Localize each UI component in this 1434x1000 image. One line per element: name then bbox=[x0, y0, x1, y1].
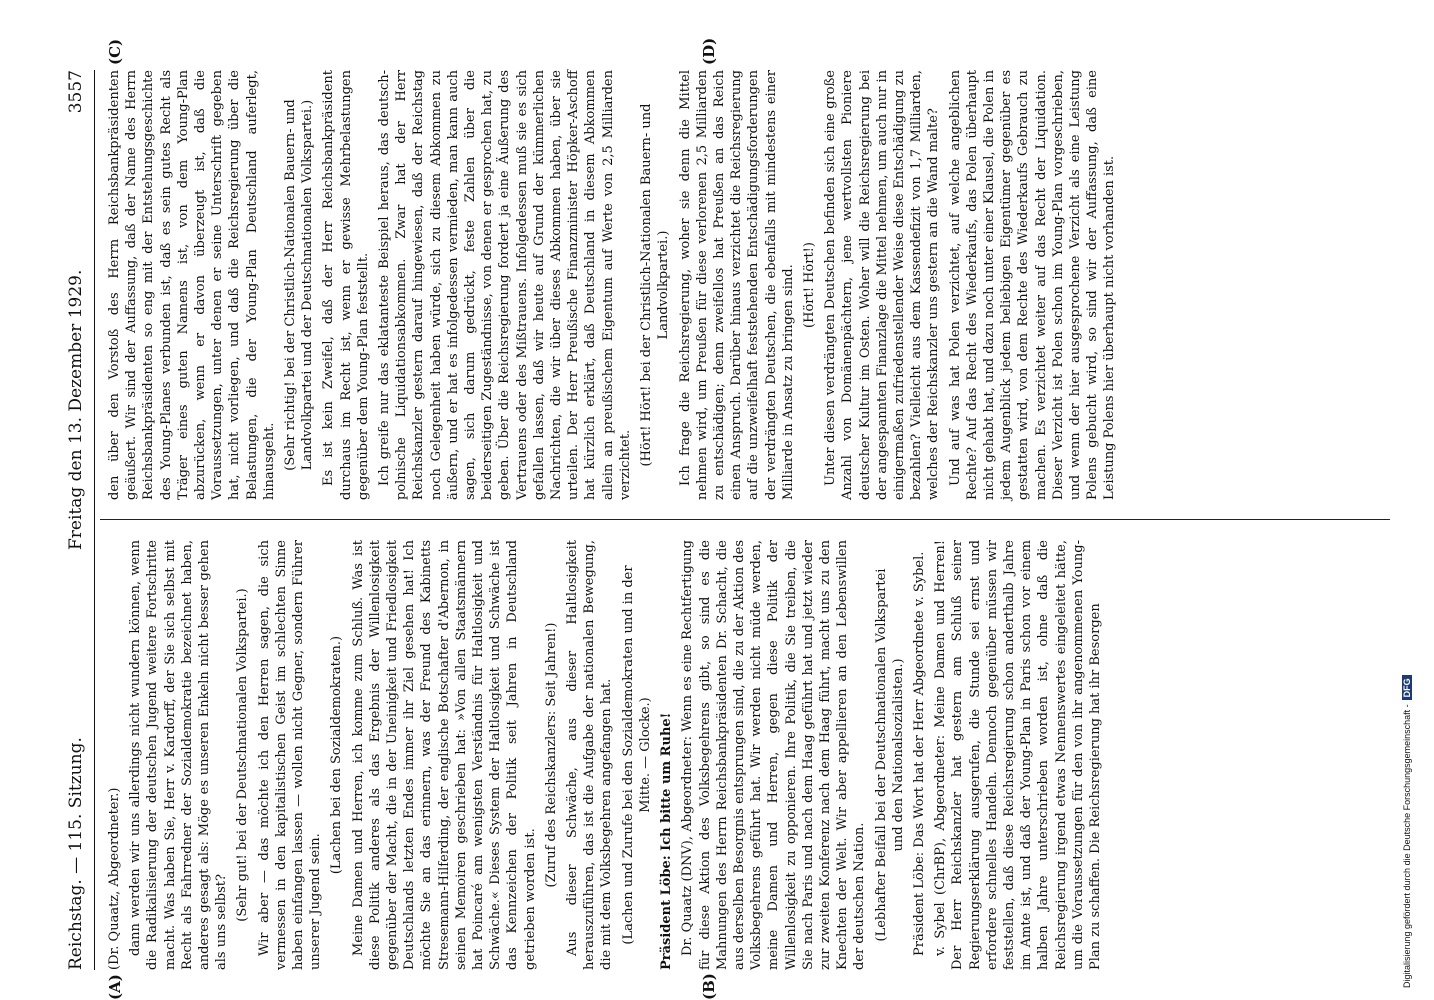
paragraph: dann werden wir uns allerdings nicht wundern können, wenn die Radikalisierung der deutschen Jugend weitere Fortschritte macht. Was haben Sie, Herr v. Kardorff, der Sie sich selbst mit Recht als Fahrredner der Sozialdemokratie bezeichnet haben, anderes gesagt als: Möge es unseren Enkeln nicht besser gehen als uns selbst? bbox=[128, 540, 230, 970]
paragraph: Und auf was hat Polen verzichtet, auf welche angeblichen Rechte? Auf das Recht des Wiederkaufs, das Polen überhaupt nicht gehabt hat, und dazu noch unter einer Klausel, die Polen in jedem Augenblick jedem beliebigen Eigentümer gegenüber es gestatten wird, von dem Rechte des Wiederkaufs Gebrauch zu machen. Es verzichtet weiter auf das Recht der Liquidation. Dieser Verzicht ist Polen schon im Young-Plan vorgeschrieben, und wenn der hier ausgesprochene Verzicht als eine Leistung Polens gebucht wird, so sind wir der Auffassung, daß eine Leistung Polens hier überhaupt nicht vorhanden ist. bbox=[947, 70, 1118, 500]
paragraph: Ich frage die Reichsregierung, woher sie denn die Mittel nehmen wird, um Preußen für diese verlorenen 2,5 Milliarden zu entschädigen; denn zweifellos hat Preußen an das Reich einen Anspruch. Darüber hinaus verzichtet die Reichsregierung auf die unzweifelhaft feststehenden Entschädigungsforderungen der verdrängten Deutschen, die ebenfalls mit mindestens einer Milliarde in Ansatz zu bringen sind. bbox=[677, 70, 796, 500]
interjection: (Hört! Hört!) bbox=[801, 242, 817, 328]
paragraph: Aus dieser Schwäche, aus dieser Haltlosigkeit herauszuführen, das ist die Aufgabe der nationalen Bewegung, die mit dem Volksbegehren angefangen hat. bbox=[565, 540, 615, 970]
digitization-credit bbox=[1402, 8, 1426, 998]
margin-marker-d: (D) bbox=[700, 37, 718, 65]
president-remark: Präsident Löbe: Das Wort hat der Herr Abgeordnete v. Sybel. bbox=[911, 551, 927, 956]
interjection: (Sehr gut! bei der Deutschnationalen Volkspartei.) bbox=[235, 588, 251, 922]
header-date: Freitag den 13. Dezember 1929. bbox=[66, 269, 86, 550]
column-divider bbox=[100, 519, 1390, 520]
margin-marker-a: (A) bbox=[106, 974, 124, 1000]
margin-marker-c: (C) bbox=[106, 38, 124, 65]
paragraph: Dr. Quaatz (DNV), Abgeordneter: Wenn es eine Rechtfertigung für diese Aktion des Volksbegehrens gibt, so sind es die Mahnungen des Herrn Reichsbankpräsidenten Dr. Schacht, die aus derselben Besorgnis entsprungen sind, die zu der Aktion des Volksbegehrens geführt hat. Wir werden nicht müde werden, meine Damen und Herren, gegen diese Politik der Willenlosigkeit zu opponieren. Ihre Politik, die Sie treiben, die Sie nach Paris und nach dem Haag geführt hat und jetzt wieder zur zweiten Konferenz nach dem Haag führt, macht uns zu den Knechten der Welt. Wir aber appellieren an den Lebenswillen der deutschen Nation. bbox=[680, 540, 868, 970]
interjection: (Zuruf des Reichskanzlers: Seit Jahren!) bbox=[543, 622, 559, 888]
credit-text: Digitalisierung gefördert durch die Deutsche Forschungsgemeinschaft - bbox=[1402, 704, 1412, 988]
interjection: (Hört! Hört! bei der Christlich-Nationalen Bauern- und Landvolkpartei.) bbox=[639, 103, 672, 467]
interjection: (Lachen und Zurufe bei den Sozialdemokraten und in der Mitte. — Glocke.) bbox=[620, 565, 653, 945]
dfg-logo: DFG bbox=[1402, 675, 1412, 700]
page-header bbox=[60, 70, 95, 970]
paragraph: Meine Damen und Herren, ich komme zum Schluß. Was ist diese Politik anderes als das Ergebnis der Willenlosigkeit gegenüber der Macht, die in der Uneinigkeit und Friedlosigkeit Deutschlands letzten Endes immer ihr Ziel gesehen hat! Ich möchte Sie an das erinnern, was der Freund des Kabinetts Stresemann-Hilferding, der englische Botschafter d'Abernon, in seinen Memoiren geschrieben hat: »Von allen Staatsmännern hat Poincaré am wenigsten Verständnis für Haltlosigkeit und Schwäche.« Dieses System der Haltlosigkeit und Schwäche ist das Kennzeichen der Politik seit Jahren in Deutschland getrieben worden ist. bbox=[350, 540, 538, 970]
column-right bbox=[106, 70, 1123, 500]
paragraph: Ich greife nur das eklatanteste Beispiel heraus, das deutsch-polnische Liquidationsabkommen. Zwar hat der Herr Reichskanzler gestern darauf hingewiesen, daß der Reichstag noch Gelegenheit haben würde, sich zu diesem Abkommen zu äußern, und er hat es infolgedessen vermieden, man kann auch sagen, sich darum gedrückt, feste Zahlen über die beiderseitigen Zugeständnisse, von denen er gesprochen hat, zu geben. Über die Reichsregierung fordert ja eine Äußerung des Vertrauens oder des Mißtrauens. Infolgedessen muß sie es sich gefallen lassen, daß wir heute auf Grund der kümmerlichen Nachrichten, die wir über dieses Abkommen haben, über sie urteilen. Der Herr Preußische Finanzminister Höpker-Aschoff hat kürzlich erklärt, daß Deutschland in diesem Abkommen allein an preußischem Eigentum auf Werte von 2,5 Milliarden verzichtet. bbox=[377, 70, 633, 500]
president-remark: Präsident Löbe: Ich bitte um Ruhe! bbox=[659, 712, 675, 970]
header-left: Reichstag. — 115. Sitzung. bbox=[66, 737, 86, 970]
column-left bbox=[106, 540, 1108, 970]
paragraph: v. Sybel (ChrBP), Abgeordneter: Meine Damen und Herren! Der Herr Reichskanzler hat gestern am Schluß seiner Regierungserklärung ausgerufen, die Stunde sei ernst und erfordere schnelles Handeln. Dennoch gegenüber müssen wir feststellen, daß diese Reichsregierung schon anderthalb Jahre im Amte ist, und daß der Young-Plan in Paris schon vor einem halben Jahre unterschrieben worden ist, ohne daß die Reichsregierung irgend etwas Nennenswertes eingeleitet hätte, um die Voraussetzungen für den von ihr angenommenen Young-Plan zu schaffen. Die Reichsregierung hat ihr Besorgen bbox=[933, 540, 1103, 970]
rotated-content bbox=[60, 37, 1400, 1000]
margin-marker-b: (B) bbox=[700, 973, 718, 1000]
interjection: (Lebhafter Beifall bei der Deutschnationalen Volkspartei und den Nationalsozialisten.) bbox=[873, 568, 906, 942]
interjection: (Sehr richtig! bei der Christlich-Nationalen Bauern- und Landvolkpartei und der Deutschnationalen Volkspartei.) bbox=[283, 99, 316, 471]
page-number: 3557 bbox=[66, 70, 86, 114]
interjection: (Lachen bei den Sozialdemokraten.) bbox=[329, 635, 345, 875]
paragraph: Es ist kein Zweifel, daß der Herr Reichsbankpräsident durchaus im Recht ist, wenn er gewisse Mehrbelastungen gegenüber dem Young-Plan feststellt. bbox=[321, 70, 371, 500]
speaker-continued: (Dr. Quaatz, Abgeordneter.) bbox=[107, 787, 122, 970]
paragraph: den über den Vorstoß des Herrn Reichsbankpräsidenten geäußert. Wir sind der Auffassung, daß der Name des Herrn Reichsbankpräsidenten so eng mit der Entstehungsgeschichte des Young-Planes verbunden ist, daß es sein gutes Recht als Träger eines guten Namens ist, von dem Young-Plan abzurücken, wenn er davon überzeugt ist, daß die Voraussetzungen, unter denen er seine Unterschrift gegeben hat, nicht vorliegen, und daß die Reichsregierung über die Belastungen, die der Young-Plan Deutschland auferlegt, hinausgeht. bbox=[107, 70, 277, 500]
paragraph: Wir aber — das möchte ich den Herren sagen, die sich vermessen in den kapitalistischen Geist im schlechten Sinne haben einfangen lassen — wollen nicht Gegner, sondern Führer unserer Jugend sein. bbox=[256, 540, 324, 970]
paragraph: Unter diesen verdrängten Deutschen befinden sich eine große Anzahl von Domänenpächtern, jene wertvollsten Pioniere deutscher Kultur im Osten. Woher will die Reichsregierung bei der angespannten Finanzlage die Mittel nehmen, um auch nur in einigermaßen zufriedenstellender Weise diese Entschädigung zu bezahlen? Vielleicht aus dem Kassendefizit von 1,7 Milliarden, welches der Reichskanzler uns gestern an die Wand malte? bbox=[823, 70, 942, 500]
